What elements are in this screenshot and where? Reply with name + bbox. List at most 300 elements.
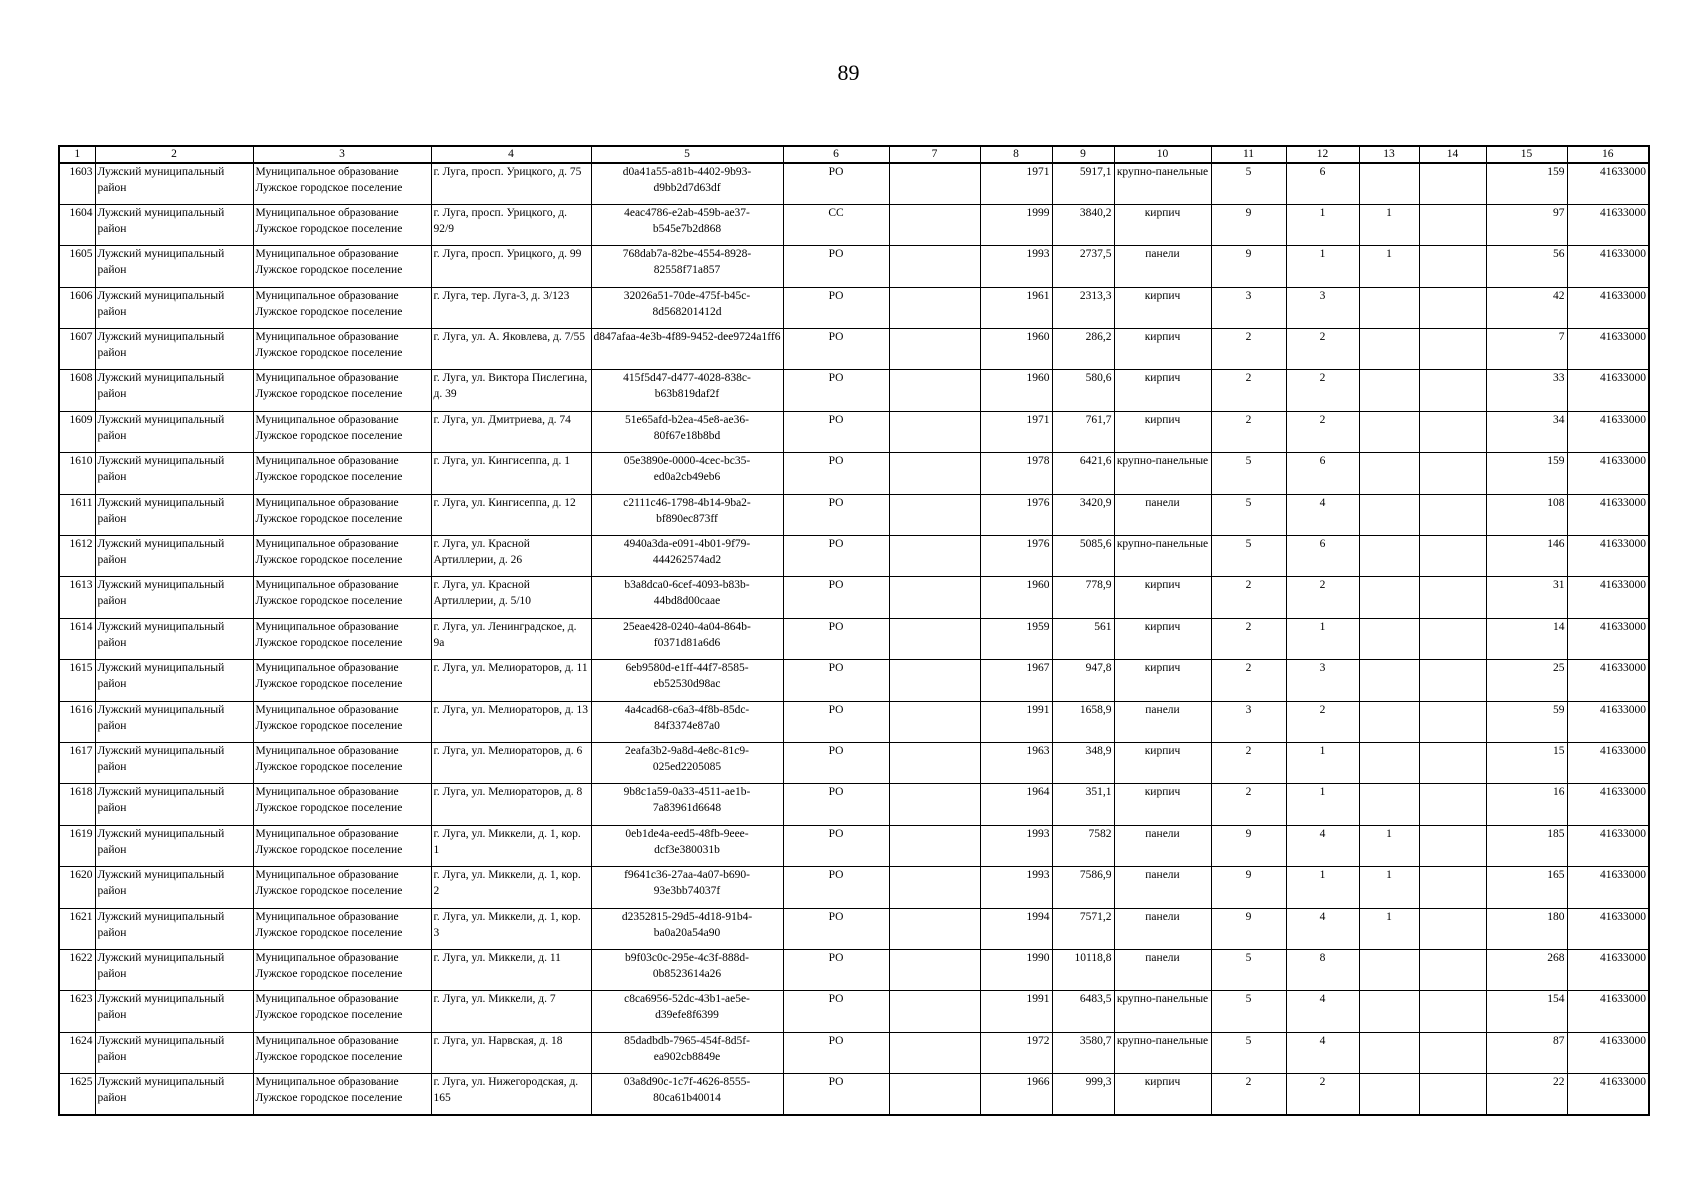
table-cell	[1359, 329, 1419, 370]
table-cell	[1359, 949, 1419, 990]
table-row	[59, 163, 1649, 204]
table-cell: 1609	[59, 411, 95, 452]
table-row	[59, 204, 1649, 245]
table-cell: 351,1	[1052, 784, 1114, 825]
table-cell: 2	[1211, 742, 1286, 783]
table-cell: 1610	[59, 453, 95, 494]
table-cell: 561	[1052, 618, 1114, 659]
table-cell: 85dadbdb-7965-454f-8d5f-ea902cb8849e	[591, 1032, 783, 1073]
table-cell: 10118,8	[1052, 949, 1114, 990]
table-row	[59, 370, 1649, 411]
table-cell	[889, 867, 980, 908]
table-cell: РО	[783, 329, 889, 370]
column-header: 8	[980, 146, 1052, 163]
table-cell: 185	[1486, 825, 1567, 866]
table-cell: 05e3890e-0000-4cec-bc35-ed0a2cb49eb6	[591, 453, 783, 494]
table-cell: 2	[1286, 411, 1359, 452]
table-cell: 4eac4786-e2ab-459b-ae37-b545e7b2d868	[591, 204, 783, 245]
table-cell: 41633000	[1567, 742, 1649, 783]
table-cell: РО	[783, 825, 889, 866]
table-cell: Муниципальное образование Лужское городское поселение	[253, 825, 431, 866]
table-cell: г. Луга, ул. Мелиораторов, д. 6	[431, 742, 591, 783]
table-cell: 1616	[59, 701, 95, 742]
table-cell: г. Луга, просп. Урицкого, д. 92/9	[431, 204, 591, 245]
table-cell: 1976	[980, 494, 1052, 535]
column-header: 12	[1286, 146, 1359, 163]
table-cell: d847afaa-4e3b-4f89-9452-dee9724a1ff6	[591, 329, 783, 370]
table-cell: 1614	[59, 618, 95, 659]
table-cell: 1608	[59, 370, 95, 411]
table-cell: 1618	[59, 784, 95, 825]
table-cell: 4	[1286, 1032, 1359, 1073]
table-cell: 6	[1286, 453, 1359, 494]
table-cell: 41633000	[1567, 701, 1649, 742]
table-row	[59, 784, 1649, 825]
table-cell: 97	[1486, 204, 1567, 245]
table-cell: 2	[1211, 411, 1286, 452]
table-cell	[1359, 618, 1419, 659]
table-cell: 1621	[59, 908, 95, 949]
table-cell	[1419, 660, 1486, 701]
table-cell: d0a41a55-a81b-4402-9b93-d9bb2d7d63df	[591, 163, 783, 204]
table-cell: 1960	[980, 370, 1052, 411]
table-cell: 108	[1486, 494, 1567, 535]
table-cell: кирпич	[1114, 411, 1211, 452]
table-cell: Муниципальное образование Лужское городское поселение	[253, 784, 431, 825]
table-cell: 41633000	[1567, 163, 1649, 204]
table-cell: Муниципальное образование Лужское городское поселение	[253, 701, 431, 742]
table-cell: РО	[783, 287, 889, 328]
table-cell	[1359, 287, 1419, 328]
table-cell: 1990	[980, 949, 1052, 990]
table-cell: Лужский муниципальный район	[95, 204, 253, 245]
column-header: 6	[783, 146, 889, 163]
table-cell: г. Луга, ул. Виктора Пислегина, д. 39	[431, 370, 591, 411]
table-cell: панели	[1114, 494, 1211, 535]
table-cell: 1612	[59, 536, 95, 577]
table-cell: 180	[1486, 908, 1567, 949]
table-cell: 1967	[980, 660, 1052, 701]
table-cell: панели	[1114, 701, 1211, 742]
table-cell: 1966	[980, 1074, 1052, 1115]
table-row	[59, 991, 1649, 1032]
column-header: 10	[1114, 146, 1211, 163]
table-row	[59, 536, 1649, 577]
table-cell: 41633000	[1567, 660, 1649, 701]
table-cell	[1419, 536, 1486, 577]
table-cell: 1615	[59, 660, 95, 701]
table-cell: Лужский муниципальный район	[95, 908, 253, 949]
table-cell: Лужский муниципальный район	[95, 825, 253, 866]
table-cell: 1993	[980, 825, 1052, 866]
table-cell: Лужский муниципальный район	[95, 742, 253, 783]
table-cell: 14	[1486, 618, 1567, 659]
table-cell: Лужский муниципальный район	[95, 784, 253, 825]
table-cell: РО	[783, 701, 889, 742]
table-cell: 1991	[980, 701, 1052, 742]
table-cell: 1993	[980, 246, 1052, 287]
table-cell: 1623	[59, 991, 95, 1032]
table-cell	[1359, 370, 1419, 411]
table-cell: 41633000	[1567, 825, 1649, 866]
table-cell: 1625	[59, 1074, 95, 1115]
table-cell: 159	[1486, 453, 1567, 494]
table-cell: 6421,6	[1052, 453, 1114, 494]
table-cell: 41633000	[1567, 1074, 1649, 1115]
table-cell: 25eae428-0240-4a04-864b-f0371d81a6d6	[591, 618, 783, 659]
table-cell: 348,9	[1052, 742, 1114, 783]
table-cell: 33	[1486, 370, 1567, 411]
table-cell: 9	[1211, 908, 1286, 949]
table-cell: 1	[1359, 204, 1419, 245]
table-cell: г. Луга, ул. Миккели, д. 1, кор. 3	[431, 908, 591, 949]
table-cell	[1359, 494, 1419, 535]
table-cell: 1	[1286, 784, 1359, 825]
table-cell	[889, 742, 980, 783]
table-cell: 2	[1211, 329, 1286, 370]
table-cell: 5	[1211, 453, 1286, 494]
table-cell: 1	[1286, 618, 1359, 659]
table-cell: кирпич	[1114, 287, 1211, 328]
table-cell: РО	[783, 1074, 889, 1115]
table-cell: Лужский муниципальный район	[95, 329, 253, 370]
table-cell: 1	[1286, 867, 1359, 908]
table-cell: 2	[1286, 701, 1359, 742]
table-cell: РО	[783, 411, 889, 452]
table-cell: кирпич	[1114, 204, 1211, 245]
table-cell: Лужский муниципальный район	[95, 949, 253, 990]
table-cell: 41633000	[1567, 494, 1649, 535]
table-cell: 6	[1286, 163, 1359, 204]
table-cell	[1419, 287, 1486, 328]
table-cell	[889, 577, 980, 618]
table-cell: 41633000	[1567, 370, 1649, 411]
table-cell: 4a4cad68-c6a3-4f8b-85dc-84f3374e87a0	[591, 701, 783, 742]
table-cell: 1603	[59, 163, 95, 204]
table-cell: 1971	[980, 411, 1052, 452]
table-cell: 2313,3	[1052, 287, 1114, 328]
column-header: 14	[1419, 146, 1486, 163]
table-cell: 41633000	[1567, 411, 1649, 452]
table-cell	[889, 494, 980, 535]
table-cell: 1960	[980, 329, 1052, 370]
table-cell: Муниципальное образование Лужское городское поселение	[253, 618, 431, 659]
table-cell: 2	[1211, 618, 1286, 659]
table-row	[59, 949, 1649, 990]
table-cell: 2	[1286, 370, 1359, 411]
table-cell	[1419, 784, 1486, 825]
table-cell: 5085,6	[1052, 536, 1114, 577]
table-cell: Лужский муниципальный район	[95, 577, 253, 618]
table-cell: 415f5d47-d477-4028-838c-b63b819daf2f	[591, 370, 783, 411]
table-cell: 1620	[59, 867, 95, 908]
table-row	[59, 1032, 1649, 1073]
table-cell: 2737,5	[1052, 246, 1114, 287]
table-cell: 4	[1286, 991, 1359, 1032]
column-header: 7	[889, 146, 980, 163]
table-cell: 1658,9	[1052, 701, 1114, 742]
table-cell: 1606	[59, 287, 95, 328]
table-cell: 41633000	[1567, 618, 1649, 659]
table-row	[59, 742, 1649, 783]
table-cell: РО	[783, 660, 889, 701]
table-cell: 41633000	[1567, 204, 1649, 245]
table-cell: 5	[1211, 536, 1286, 577]
table-cell: b9f03c0c-295e-4c3f-888d-0b8523614a26	[591, 949, 783, 990]
table-cell: 9	[1211, 204, 1286, 245]
table-cell	[1359, 1074, 1419, 1115]
table-cell: 34	[1486, 411, 1567, 452]
table-cell: 1	[1359, 867, 1419, 908]
table-cell: 41633000	[1567, 577, 1649, 618]
table-row	[59, 1074, 1649, 1115]
table-cell: 1624	[59, 1032, 95, 1073]
column-header: 11	[1211, 146, 1286, 163]
table-cell: 1960	[980, 577, 1052, 618]
table-cell: Лужский муниципальный район	[95, 991, 253, 1032]
table-cell: Муниципальное образование Лужское городское поселение	[253, 246, 431, 287]
table-cell: 3	[1211, 287, 1286, 328]
table-cell: РО	[783, 536, 889, 577]
table-cell	[889, 701, 980, 742]
table-cell: РО	[783, 784, 889, 825]
table-cell: 768dab7a-82be-4554-8928-82558f71a857	[591, 246, 783, 287]
table-cell: РО	[783, 370, 889, 411]
table-cell	[1419, 494, 1486, 535]
table-cell: Лужский муниципальный район	[95, 494, 253, 535]
table-cell: 87	[1486, 1032, 1567, 1073]
table-cell	[1419, 370, 1486, 411]
table-cell: РО	[783, 577, 889, 618]
table-cell	[1419, 204, 1486, 245]
table-cell: г. Луга, ул. А. Яковлева, д. 7/55	[431, 329, 591, 370]
table-cell: РО	[783, 494, 889, 535]
table-cell	[1359, 577, 1419, 618]
table-cell: b3a8dca0-6cef-4093-b83b-44bd8d00caae	[591, 577, 783, 618]
table-cell: Муниципальное образование Лужское городское поселение	[253, 329, 431, 370]
table-cell: 1605	[59, 246, 95, 287]
table-cell: 1	[1286, 246, 1359, 287]
table-cell: 1611	[59, 494, 95, 535]
table-cell: крупно-панельные	[1114, 991, 1211, 1032]
table-cell: 1994	[980, 908, 1052, 949]
table-cell: РО	[783, 742, 889, 783]
table-cell	[1359, 453, 1419, 494]
table-cell: 1971	[980, 163, 1052, 204]
table-cell: 1999	[980, 204, 1052, 245]
table-cell	[1419, 742, 1486, 783]
table-cell: d2352815-29d5-4d18-91b4-ba0a20a54a90	[591, 908, 783, 949]
table-cell: кирпич	[1114, 742, 1211, 783]
table-cell: 2eafa3b2-9a8d-4e8c-81c9-025ed2205085	[591, 742, 783, 783]
table-cell	[1419, 329, 1486, 370]
table-cell: 3840,2	[1052, 204, 1114, 245]
table-row	[59, 577, 1649, 618]
table-cell: 5	[1211, 991, 1286, 1032]
table-cell: крупно-панельные	[1114, 536, 1211, 577]
table-cell	[1419, 825, 1486, 866]
table-cell: крупно-панельные	[1114, 1032, 1211, 1073]
table-cell: 146	[1486, 536, 1567, 577]
table-cell: 41633000	[1567, 287, 1649, 328]
table-cell: Лужский муниципальный район	[95, 411, 253, 452]
table-cell	[1359, 784, 1419, 825]
table-cell	[889, 991, 980, 1032]
table-cell: г. Луга, просп. Урицкого, д. 99	[431, 246, 591, 287]
table-cell: РО	[783, 246, 889, 287]
table-cell	[1419, 163, 1486, 204]
table-cell: панели	[1114, 246, 1211, 287]
table-cell: Лужский муниципальный район	[95, 163, 253, 204]
table-cell: 32026a51-70de-475f-b45c-8d568201412d	[591, 287, 783, 328]
table-cell: г. Луга, ул. Мелиораторов, д. 8	[431, 784, 591, 825]
table-cell: 9	[1211, 246, 1286, 287]
table-cell	[1359, 742, 1419, 783]
table-cell: РО	[783, 867, 889, 908]
table-cell: 778,9	[1052, 577, 1114, 618]
table-cell: 3	[1286, 660, 1359, 701]
table-cell	[1359, 536, 1419, 577]
table-cell: г. Луга, ул. Нарвская, д. 18	[431, 1032, 591, 1073]
table-cell: 154	[1486, 991, 1567, 1032]
table-row	[59, 329, 1649, 370]
table-cell: 7	[1486, 329, 1567, 370]
table-cell	[1419, 411, 1486, 452]
table-cell: 2	[1286, 329, 1359, 370]
table-cell: 7571,2	[1052, 908, 1114, 949]
table-cell	[1419, 867, 1486, 908]
table-cell	[889, 370, 980, 411]
table-cell: 41633000	[1567, 991, 1649, 1032]
table-cell: 1964	[980, 784, 1052, 825]
table-cell	[889, 1074, 980, 1115]
table-cell: РО	[783, 163, 889, 204]
table-cell: 4940a3da-e091-4b01-9f79-444262574ad2	[591, 536, 783, 577]
table-cell: c2111c46-1798-4b14-9ba2-bf890ec873ff	[591, 494, 783, 535]
table-row	[59, 660, 1649, 701]
table-cell: Муниципальное образование Лужское городское поселение	[253, 577, 431, 618]
table-cell	[889, 453, 980, 494]
table-row	[59, 453, 1649, 494]
table-cell: 3	[1286, 287, 1359, 328]
column-header: 2	[95, 146, 253, 163]
table-cell: 2	[1286, 1074, 1359, 1115]
table-cell: 947,8	[1052, 660, 1114, 701]
table-cell: Лужский муниципальный район	[95, 867, 253, 908]
table-cell: 41633000	[1567, 453, 1649, 494]
table-row	[59, 825, 1649, 866]
table-row	[59, 701, 1649, 742]
column-header: 16	[1567, 146, 1649, 163]
table-cell: 56	[1486, 246, 1567, 287]
table-cell	[1419, 701, 1486, 742]
table-cell: 5	[1211, 949, 1286, 990]
table-cell	[1419, 991, 1486, 1032]
table-cell	[1419, 577, 1486, 618]
table-cell: РО	[783, 991, 889, 1032]
table-cell	[889, 908, 980, 949]
table-cell: Лужский муниципальный район	[95, 287, 253, 328]
table-cell: 4	[1286, 494, 1359, 535]
table-cell: 1619	[59, 825, 95, 866]
table-cell: г. Луга, ул. Нижегородская, д. 165	[431, 1074, 591, 1115]
table-cell: 4	[1286, 908, 1359, 949]
table-cell: СС	[783, 204, 889, 245]
table-cell: 22	[1486, 1074, 1567, 1115]
table-cell: г. Луга, ул. Миккели, д. 7	[431, 991, 591, 1032]
table-cell: 1	[1359, 825, 1419, 866]
table-cell: Муниципальное образование Лужское городское поселение	[253, 991, 431, 1032]
table-cell: 25	[1486, 660, 1567, 701]
table-cell: Муниципальное образование Лужское городское поселение	[253, 908, 431, 949]
table-cell: Муниципальное образование Лужское городское поселение	[253, 742, 431, 783]
table-cell	[889, 246, 980, 287]
table-cell	[889, 329, 980, 370]
table-cell: кирпич	[1114, 577, 1211, 618]
table-cell: кирпич	[1114, 1074, 1211, 1115]
table-cell: 5	[1211, 1032, 1286, 1073]
table-cell: РО	[783, 618, 889, 659]
table-cell: 1993	[980, 867, 1052, 908]
table-cell: 1	[1286, 742, 1359, 783]
table-cell: г. Луга, ул. Миккели, д. 11	[431, 949, 591, 990]
table-cell: 5	[1211, 494, 1286, 535]
column-header: 15	[1486, 146, 1567, 163]
table-cell: Муниципальное образование Лужское городское поселение	[253, 1032, 431, 1073]
table-cell: Муниципальное образование Лужское городское поселение	[253, 287, 431, 328]
table-cell: 9b8c1a59-0a33-4511-ae1b-7a83961d6648	[591, 784, 783, 825]
table-row	[59, 908, 1649, 949]
header-row	[59, 146, 1649, 163]
table-cell: 16	[1486, 784, 1567, 825]
table-cell: 6483,5	[1052, 991, 1114, 1032]
table-cell: Муниципальное образование Лужское городское поселение	[253, 1074, 431, 1115]
table-cell: Муниципальное образование Лужское городское поселение	[253, 411, 431, 452]
table-cell: 5917,1	[1052, 163, 1114, 204]
table-cell: Лужский муниципальный район	[95, 701, 253, 742]
table-cell: 51e65afd-b2ea-45e8-ae36-80f67e18b8bd	[591, 411, 783, 452]
table-cell: РО	[783, 908, 889, 949]
table-cell: 580,6	[1052, 370, 1114, 411]
table-cell: Лужский муниципальный район	[95, 453, 253, 494]
page-number: 89	[837, 60, 860, 85]
table-cell: 1617	[59, 742, 95, 783]
table-cell: панели	[1114, 908, 1211, 949]
table-cell: кирпич	[1114, 618, 1211, 659]
table-cell: 8	[1286, 949, 1359, 990]
table-cell: 1	[1359, 246, 1419, 287]
table-cell: 159	[1486, 163, 1567, 204]
table-row	[59, 867, 1649, 908]
table-cell: Лужский муниципальный район	[95, 246, 253, 287]
column-header: 4	[431, 146, 591, 163]
table-cell: Муниципальное образование Лужское городское поселение	[253, 494, 431, 535]
table-cell	[889, 287, 980, 328]
table-cell: 1622	[59, 949, 95, 990]
table-cell: Муниципальное образование Лужское городское поселение	[253, 949, 431, 990]
table-row	[59, 411, 1649, 452]
table-cell: г. Луга, тер. Луга-3, д. 3/123	[431, 287, 591, 328]
table-cell: г. Луга, ул. Кингисеппа, д. 1	[431, 453, 591, 494]
table-cell: РО	[783, 1032, 889, 1073]
table-cell: Лужский муниципальный район	[95, 618, 253, 659]
table-cell: 2	[1211, 577, 1286, 618]
table-cell: Муниципальное образование Лужское городское поселение	[253, 536, 431, 577]
table-cell	[1359, 1032, 1419, 1073]
table-cell: 1963	[980, 742, 1052, 783]
table-cell: 1604	[59, 204, 95, 245]
table-cell: РО	[783, 453, 889, 494]
